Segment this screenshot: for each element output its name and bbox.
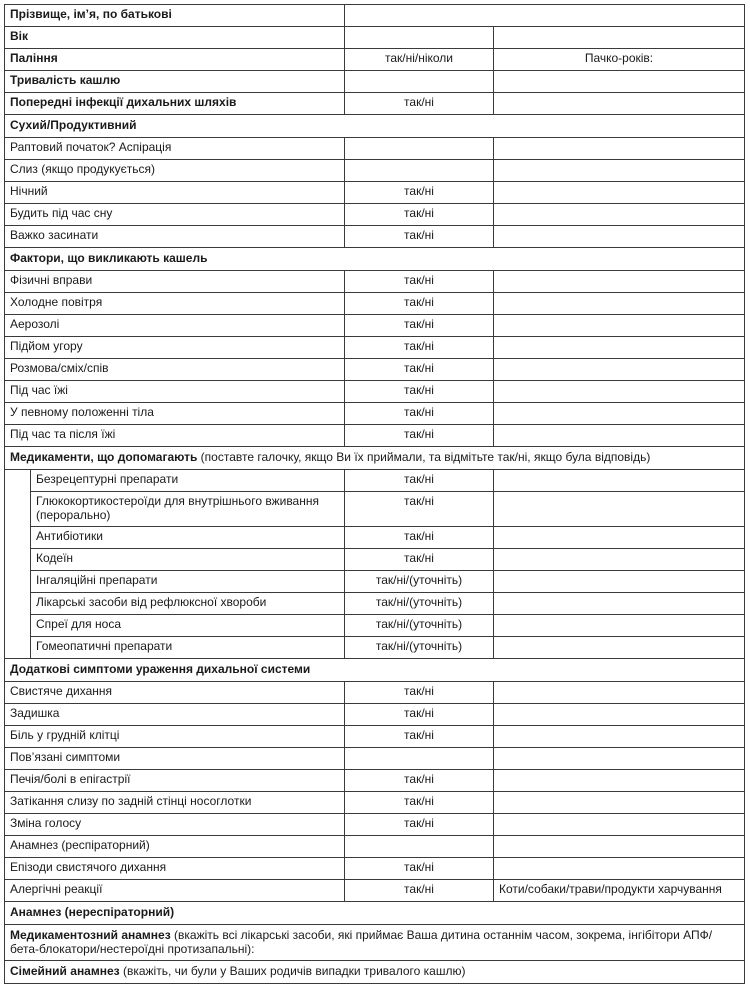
- form-row: [5, 182, 745, 204]
- field-label: Будить під час сну: [5, 204, 345, 226]
- answer-options[interactable]: так/ні: [345, 704, 494, 726]
- section-title: Медикаментозний анамнез: [10, 928, 171, 942]
- field-label: Інгаляційні препарати: [31, 571, 345, 593]
- field-label: Алергічні реакції: [5, 880, 345, 902]
- answer-options[interactable]: [345, 138, 494, 160]
- answer-options[interactable]: так/ні/(уточніть): [345, 637, 494, 659]
- field-label: Біль у грудній клітці: [5, 726, 345, 748]
- notes-field[interactable]: [494, 425, 745, 447]
- notes-field[interactable]: [494, 726, 745, 748]
- section-title: Сімейний анамнез: [10, 964, 120, 978]
- notes-field[interactable]: Пачко-років:: [494, 49, 745, 71]
- form-row: [5, 381, 745, 403]
- form-row: [5, 836, 745, 858]
- section-header: [5, 248, 745, 271]
- form-row: [5, 682, 745, 704]
- form-row: [5, 549, 745, 571]
- answer-options[interactable]: так/ні: [345, 271, 494, 293]
- form-row: [5, 527, 745, 549]
- notes-field[interactable]: Коти/собаки/трави/продукти харчування: [494, 880, 745, 902]
- answer-options[interactable]: так/ні: [345, 770, 494, 792]
- answer-options[interactable]: так/ні: [345, 858, 494, 880]
- field-label: Слиз (якщо продукується): [5, 160, 345, 182]
- section-header: [5, 925, 745, 961]
- notes-field[interactable]: [494, 160, 745, 182]
- form-row: [5, 204, 745, 226]
- form-row: [5, 925, 745, 961]
- notes-field[interactable]: [494, 593, 745, 615]
- form-row: [5, 470, 745, 492]
- answer-options[interactable]: так/ні: [345, 204, 494, 226]
- field-label: Під час та після їжі: [5, 425, 345, 447]
- form-row: [5, 770, 745, 792]
- form-row: [5, 659, 745, 682]
- form-row: [5, 160, 745, 182]
- section-title: Медикаменти, що допомагають: [10, 450, 198, 464]
- form-row: [5, 961, 745, 984]
- notes-field[interactable]: [494, 226, 745, 248]
- indent-spacer: [5, 615, 31, 637]
- answer-options[interactable]: так/ні: [345, 880, 494, 902]
- notes-field[interactable]: [494, 93, 745, 115]
- field-label: Пов’язані симптоми: [5, 748, 345, 770]
- form-row: [5, 293, 745, 315]
- answer-options[interactable]: [345, 71, 494, 93]
- field-label: Зміна голосу: [5, 814, 345, 836]
- field-label: Безрецептурні препарати: [31, 470, 345, 492]
- field-label: Під час їжі: [5, 381, 345, 403]
- notes-field[interactable]: [494, 704, 745, 726]
- answer-options[interactable]: так/ні: [345, 726, 494, 748]
- form-row: [5, 425, 745, 447]
- form-row: [5, 748, 745, 770]
- notes-field[interactable]: [494, 138, 745, 160]
- field-label: Анамнез (респіраторний): [5, 836, 345, 858]
- notes-field[interactable]: [494, 858, 745, 880]
- section-header: [5, 115, 745, 138]
- field-label: Печія/болі в епігастрії: [5, 770, 345, 792]
- notes-field[interactable]: [494, 792, 745, 814]
- form-body: [5, 5, 745, 984]
- section-note: (вкажіть, чи були у Ваших родичів випадки тривалого кашлю): [119, 964, 466, 978]
- form-row: [5, 359, 745, 381]
- notes-field[interactable]: [494, 836, 745, 858]
- field-label: Прізвище, ім’я, по батькові: [5, 5, 345, 27]
- field-label: У певному положенні тіла: [5, 403, 345, 425]
- notes-field[interactable]: [494, 527, 745, 549]
- field-label: Розмова/сміх/спів: [5, 359, 345, 381]
- answer-options[interactable]: [345, 27, 494, 49]
- notes-field[interactable]: [494, 571, 745, 593]
- notes-field[interactable]: [494, 682, 745, 704]
- indent-spacer: [5, 593, 31, 615]
- answer-options[interactable]: так/ні: [345, 182, 494, 204]
- answer-options[interactable]: так/ні: [345, 315, 494, 337]
- field-label: Попередні інфекції дихальних шляхів: [5, 93, 345, 115]
- field-label: Гомеопатичні препарати: [31, 637, 345, 659]
- field-label: Паління: [5, 49, 345, 71]
- section-header: [5, 659, 745, 682]
- answer-options[interactable]: так/ні: [345, 527, 494, 549]
- form-row: [5, 492, 745, 527]
- notes-field[interactable]: [494, 637, 745, 659]
- answer-options[interactable]: так/ні/(уточніть): [345, 615, 494, 637]
- form-row: [5, 226, 745, 248]
- answer-options[interactable]: так/ні/(уточніть): [345, 571, 494, 593]
- field-label: Антибіотики: [31, 527, 345, 549]
- answer-options[interactable]: так/ні: [345, 403, 494, 425]
- answer-options[interactable]: так/ні: [345, 792, 494, 814]
- field-label: Свистяче дихання: [5, 682, 345, 704]
- section-header: [5, 447, 745, 470]
- form-row: [5, 27, 745, 49]
- answer-options[interactable]: так/ні/(уточніть): [345, 593, 494, 615]
- field-label: Епізоди свистячого дихання: [5, 858, 345, 880]
- field-label: Вік: [5, 27, 345, 49]
- notes-field[interactable]: [494, 470, 745, 492]
- section-header: [5, 961, 745, 984]
- answer-options[interactable]: так/ні: [345, 470, 494, 492]
- field-label: Холодне повітря: [5, 293, 345, 315]
- indent-spacer: [5, 549, 31, 571]
- form-row: [5, 447, 745, 470]
- field-label: Підйом угору: [5, 337, 345, 359]
- cough-history-form: [4, 4, 745, 984]
- form-row: [5, 571, 745, 593]
- form-row: [5, 593, 745, 615]
- form-row: [5, 792, 745, 814]
- field-label: Нічний: [5, 182, 345, 204]
- notes-field[interactable]: [494, 293, 745, 315]
- form-row: [5, 115, 745, 138]
- notes-field[interactable]: [494, 492, 745, 527]
- form-row: [5, 49, 745, 71]
- answer-options[interactable]: так/ні: [345, 425, 494, 447]
- answer-options[interactable]: так/ні: [345, 293, 494, 315]
- answer-options[interactable]: так/ні: [345, 359, 494, 381]
- form-row: [5, 403, 745, 425]
- indent-spacer: [5, 527, 31, 549]
- form-row: [5, 902, 745, 925]
- notes-field[interactable]: [494, 337, 745, 359]
- section-note: (поставте галочку, якщо Ви їх приймали, та відмітьте так/ні, якщо була відповідь): [197, 450, 651, 464]
- field-label: Раптовий початок? Аспірація: [5, 138, 345, 160]
- notes-field[interactable]: [494, 381, 745, 403]
- form-row: [5, 248, 745, 271]
- field-label: Аерозолі: [5, 315, 345, 337]
- indent-spacer: [5, 470, 31, 492]
- notes-field[interactable]: [494, 27, 745, 49]
- answer-options[interactable]: так/ні: [345, 381, 494, 403]
- notes-field[interactable]: [494, 748, 745, 770]
- answer-options[interactable]: так/ні/ніколи: [345, 49, 494, 71]
- form-row: [5, 637, 745, 659]
- answer-options[interactable]: [345, 160, 494, 182]
- answer-options[interactable]: так/ні: [345, 814, 494, 836]
- indent-spacer: [5, 571, 31, 593]
- form-row: [5, 880, 745, 902]
- section-title: Фактори, що викликають кашель: [10, 251, 208, 265]
- field-label: Кодеїн: [31, 549, 345, 571]
- form-row: [5, 337, 745, 359]
- section-title: Сухий/Продуктивний: [10, 118, 137, 132]
- indent-spacer: [5, 492, 31, 527]
- field-label: Спреї для носа: [31, 615, 345, 637]
- form-row: [5, 138, 745, 160]
- field-label: Затікання слизу по задній стінці носоглотки: [5, 792, 345, 814]
- notes-field[interactable]: [494, 182, 745, 204]
- form-row: [5, 93, 745, 115]
- form-row: [5, 315, 745, 337]
- form-row: [5, 71, 745, 93]
- field-label: Важко засинати: [5, 226, 345, 248]
- notes-field[interactable]: [494, 71, 745, 93]
- answer-options[interactable]: так/ні: [345, 226, 494, 248]
- notes-field[interactable]: [494, 814, 745, 836]
- section-title: Додаткові симптоми ураження дихальної системи: [10, 662, 311, 676]
- answer-options[interactable]: так/ні: [345, 93, 494, 115]
- field-label: Задишка: [5, 704, 345, 726]
- notes-field[interactable]: [494, 403, 745, 425]
- form-row: [5, 5, 745, 27]
- notes-field[interactable]: [494, 204, 745, 226]
- form-row: [5, 615, 745, 637]
- form-row: [5, 704, 745, 726]
- field-label: Лікарські засоби від рефлюксної хвороби: [31, 593, 345, 615]
- notes-field[interactable]: [494, 315, 745, 337]
- section-note: (вкажіть всі лікарські засоби, які приймає Ваша дитина останнім часом, зокрема, інгібітори АПФ/бета-блокатори/нестероїдні протизапальні):: [10, 928, 713, 956]
- answer-options[interactable]: так/ні: [345, 492, 494, 527]
- answer-options[interactable]: так/ні: [345, 682, 494, 704]
- answer-options[interactable]: [345, 748, 494, 770]
- form-row: [5, 814, 745, 836]
- notes-field[interactable]: [494, 549, 745, 571]
- answer-options[interactable]: [345, 836, 494, 858]
- form-row: [5, 726, 745, 748]
- form-row: [5, 858, 745, 880]
- notes-field[interactable]: [494, 271, 745, 293]
- field-label: Глюкокортикостероїди для внутрішнього вживання (перорально): [31, 492, 345, 527]
- answer-options[interactable]: так/ні: [345, 337, 494, 359]
- answer-options[interactable]: так/ні: [345, 549, 494, 571]
- notes-field[interactable]: [494, 359, 745, 381]
- field-label: Тривалість кашлю: [5, 71, 345, 93]
- notes-field[interactable]: [494, 615, 745, 637]
- indent-spacer: [5, 637, 31, 659]
- answer-field[interactable]: [345, 5, 745, 27]
- form-row: [5, 271, 745, 293]
- section-title: Анамнез (нереспіраторний): [10, 905, 175, 919]
- field-label: Фізичні вправи: [5, 271, 345, 293]
- notes-field[interactable]: [494, 770, 745, 792]
- section-header: [5, 902, 745, 925]
